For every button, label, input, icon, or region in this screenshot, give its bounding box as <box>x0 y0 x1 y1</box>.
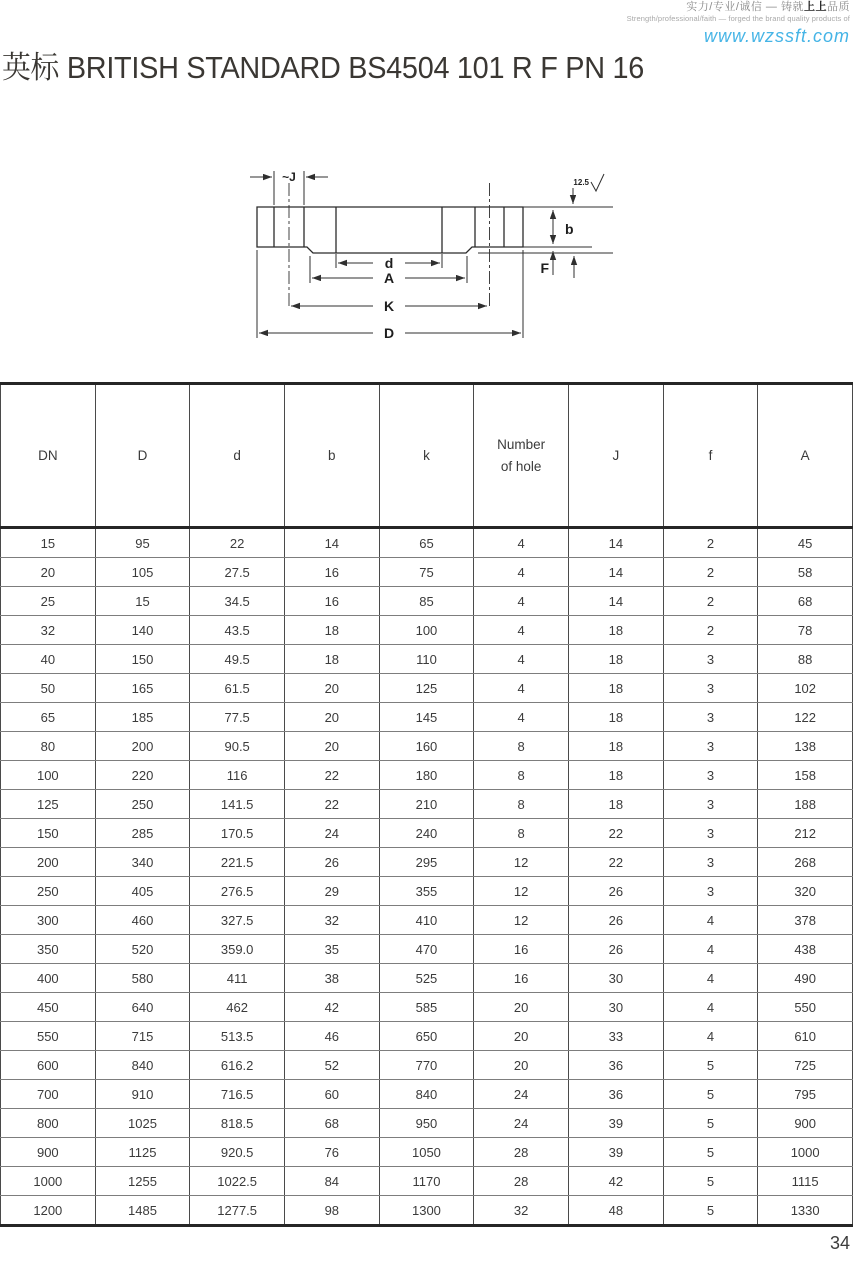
cell: 355 <box>379 877 474 906</box>
column-header: f <box>663 384 758 528</box>
cell: 52 <box>284 1051 379 1080</box>
cell: 220 <box>95 761 190 790</box>
cell: 550 <box>1 1022 96 1051</box>
dim-label-d: d <box>384 255 394 271</box>
cell: 240 <box>379 819 474 848</box>
cell: 170.5 <box>190 819 285 848</box>
cell: 3 <box>663 790 758 819</box>
cell: 840 <box>379 1080 474 1109</box>
cell: 24 <box>474 1080 569 1109</box>
dim-label-a: A <box>383 270 395 286</box>
cell: 5 <box>663 1138 758 1167</box>
table-row <box>1 1080 853 1109</box>
cell: 4 <box>663 935 758 964</box>
cell: 32 <box>284 906 379 935</box>
cell: 39 <box>569 1109 664 1138</box>
cell: 26 <box>569 877 664 906</box>
cell: 210 <box>379 790 474 819</box>
cell: 3 <box>663 761 758 790</box>
cell: 1025 <box>95 1109 190 1138</box>
cell: 88 <box>758 645 853 674</box>
cell: 4 <box>663 1022 758 1051</box>
table-row <box>1 558 853 587</box>
cell: 12 <box>474 877 569 906</box>
flange-drawing <box>0 150 640 360</box>
cell: 77.5 <box>190 703 285 732</box>
table-row <box>1 877 853 906</box>
cell: 18 <box>569 732 664 761</box>
table-row <box>1 848 853 877</box>
cell: 188 <box>758 790 853 819</box>
page-number: 34 <box>829 1233 850 1253</box>
table-row <box>1 1196 853 1226</box>
cell: 1200 <box>1 1196 96 1226</box>
cell: 470 <box>379 935 474 964</box>
cell: 16 <box>474 935 569 964</box>
table-header-row <box>1 384 853 528</box>
cell: 8 <box>474 732 569 761</box>
table-row <box>1 732 853 761</box>
cell: 4 <box>474 703 569 732</box>
column-header: d <box>190 384 285 528</box>
cell: 28 <box>474 1138 569 1167</box>
cell: 276.5 <box>190 877 285 906</box>
cell: 1277.5 <box>190 1196 285 1226</box>
cell: 12 <box>474 848 569 877</box>
cell: 27.5 <box>190 558 285 587</box>
roughness-value: 12.5 <box>573 178 589 187</box>
cell: 795 <box>758 1080 853 1109</box>
cell: 3 <box>663 819 758 848</box>
cell: 26 <box>284 848 379 877</box>
cell: 4 <box>474 645 569 674</box>
cell: 95 <box>95 528 190 558</box>
cell: 26 <box>569 935 664 964</box>
cell: 20 <box>284 674 379 703</box>
cell: 3 <box>663 877 758 906</box>
cell: 15 <box>95 587 190 616</box>
cell: 20 <box>284 703 379 732</box>
cell: 600 <box>1 1051 96 1080</box>
cell: 145 <box>379 703 474 732</box>
cell: 520 <box>95 935 190 964</box>
cell: 221.5 <box>190 848 285 877</box>
website-url: www.wzssft.com <box>703 26 850 47</box>
cell: 250 <box>95 790 190 819</box>
dimension-table <box>0 382 853 1227</box>
cell: 85 <box>379 587 474 616</box>
cell: 4 <box>474 616 569 645</box>
table-row <box>1 993 853 1022</box>
cell: 3 <box>663 674 758 703</box>
cell: 410 <box>379 906 474 935</box>
cell: 26 <box>569 906 664 935</box>
roughness-check-icon <box>591 174 604 191</box>
cell: 1000 <box>1 1167 96 1196</box>
cell: 14 <box>284 528 379 558</box>
cell: 8 <box>474 790 569 819</box>
cell: 490 <box>758 964 853 993</box>
cell: 12 <box>474 906 569 935</box>
cell: 125 <box>379 674 474 703</box>
extension-lines <box>257 171 613 338</box>
cell: 1000 <box>758 1138 853 1167</box>
cell: 3 <box>663 703 758 732</box>
dim-label-big-d: D <box>383 325 395 341</box>
cell: 900 <box>758 1109 853 1138</box>
table-row <box>1 1109 853 1138</box>
column-header: DN <box>1 384 96 528</box>
cell: 158 <box>758 761 853 790</box>
table-row <box>1 587 853 616</box>
cell: 14 <box>569 528 664 558</box>
cell: 14 <box>569 587 664 616</box>
cell: 42 <box>569 1167 664 1196</box>
column-header: D <box>95 384 190 528</box>
cell: 5 <box>663 1051 758 1080</box>
cell: 1050 <box>379 1138 474 1167</box>
cell: 1115 <box>758 1167 853 1196</box>
table-row <box>1 1022 853 1051</box>
cell: 20 <box>474 1051 569 1080</box>
column-header: J <box>569 384 664 528</box>
cell: 18 <box>569 616 664 645</box>
cell: 3 <box>663 732 758 761</box>
cell: 116 <box>190 761 285 790</box>
cell: 580 <box>95 964 190 993</box>
cell: 18 <box>569 703 664 732</box>
cell: 60 <box>284 1080 379 1109</box>
cell: 36 <box>569 1051 664 1080</box>
flange-body-outline <box>257 207 523 253</box>
table-row <box>1 935 853 964</box>
cell: 33 <box>569 1022 664 1051</box>
cell: 22 <box>190 528 285 558</box>
cell: 920.5 <box>190 1138 285 1167</box>
cell: 4 <box>663 906 758 935</box>
cell: 300 <box>1 906 96 935</box>
cell: 405 <box>95 877 190 906</box>
column-header: k <box>379 384 474 528</box>
cell: 250 <box>1 877 96 906</box>
dim-label-j: ~J <box>282 170 296 184</box>
table-row <box>1 1138 853 1167</box>
cell: 24 <box>474 1109 569 1138</box>
cell: 43.5 <box>190 616 285 645</box>
cell: 16 <box>284 587 379 616</box>
cell: 716.5 <box>190 1080 285 1109</box>
cell: 28 <box>474 1167 569 1196</box>
cell: 48 <box>569 1196 664 1226</box>
cell: 327.5 <box>190 906 285 935</box>
cell: 4 <box>663 993 758 1022</box>
slogan-cn-suffix: 品质 <box>827 1 850 13</box>
cell: 22 <box>569 819 664 848</box>
slogan-cn-prefix: 实力/专业/诚信 — 铸就 <box>686 1 804 13</box>
cell: 525 <box>379 964 474 993</box>
cell: 340 <box>95 848 190 877</box>
dim-label-f: F <box>540 260 549 276</box>
cell: 900 <box>1 1138 96 1167</box>
cell: 268 <box>758 848 853 877</box>
cell: 141.5 <box>190 790 285 819</box>
cell: 1125 <box>95 1138 190 1167</box>
cell: 40 <box>1 645 96 674</box>
cell: 84 <box>284 1167 379 1196</box>
table-body <box>1 528 853 1226</box>
cell: 65 <box>379 528 474 558</box>
cell: 200 <box>95 732 190 761</box>
cell: 1255 <box>95 1167 190 1196</box>
cell: 24 <box>284 819 379 848</box>
cell: 90.5 <box>190 732 285 761</box>
cell: 75 <box>379 558 474 587</box>
cell: 800 <box>1 1109 96 1138</box>
cell: 400 <box>1 964 96 993</box>
cell: 30 <box>569 993 664 1022</box>
cell: 22 <box>284 790 379 819</box>
cell: 68 <box>284 1109 379 1138</box>
cell: 20 <box>474 993 569 1022</box>
cell: 20 <box>284 732 379 761</box>
cell: 15 <box>1 528 96 558</box>
table-row <box>1 1051 853 1080</box>
cell: 18 <box>569 674 664 703</box>
cell: 5 <box>663 1080 758 1109</box>
cell: 42 <box>284 993 379 1022</box>
cell: 78 <box>758 616 853 645</box>
cell: 5 <box>663 1109 758 1138</box>
cell: 5 <box>663 1167 758 1196</box>
cell: 20 <box>474 1022 569 1051</box>
cell: 320 <box>758 877 853 906</box>
cell: 32 <box>1 616 96 645</box>
cell: 460 <box>95 906 190 935</box>
cell: 16 <box>474 964 569 993</box>
cell: 700 <box>1 1080 96 1109</box>
cell: 29 <box>284 877 379 906</box>
cell: 2 <box>663 558 758 587</box>
cell: 140 <box>95 616 190 645</box>
table-row <box>1 645 853 674</box>
slogan-cn-bold: 上上 <box>804 1 827 13</box>
table-row <box>1 528 853 558</box>
cell: 122 <box>758 703 853 732</box>
dim-label-k: K <box>383 298 395 314</box>
cell: 50 <box>1 674 96 703</box>
table-row <box>1 674 853 703</box>
cell: 350 <box>1 935 96 964</box>
cell: 100 <box>379 616 474 645</box>
cell: 1170 <box>379 1167 474 1196</box>
cell: 180 <box>379 761 474 790</box>
cell: 1330 <box>758 1196 853 1226</box>
cell: 30 <box>569 964 664 993</box>
cell: 150 <box>1 819 96 848</box>
cell: 16 <box>284 558 379 587</box>
cell: 36 <box>569 1080 664 1109</box>
cell: 3 <box>663 848 758 877</box>
cell: 4 <box>474 587 569 616</box>
cell: 185 <box>95 703 190 732</box>
cell: 49.5 <box>190 645 285 674</box>
cell: 138 <box>758 732 853 761</box>
cell: 725 <box>758 1051 853 1080</box>
cell: 18 <box>284 616 379 645</box>
table-row <box>1 616 853 645</box>
cell: 65 <box>1 703 96 732</box>
cell: 150 <box>95 645 190 674</box>
cell: 105 <box>95 558 190 587</box>
cell: 32 <box>474 1196 569 1226</box>
cell: 550 <box>758 993 853 1022</box>
cell: 359.0 <box>190 935 285 964</box>
cell: 818.5 <box>190 1109 285 1138</box>
cell: 4 <box>474 674 569 703</box>
cell: 45 <box>758 528 853 558</box>
dim-label-b: b <box>565 221 574 237</box>
cell: 4 <box>474 558 569 587</box>
cell: 39 <box>569 1138 664 1167</box>
cell: 35 <box>284 935 379 964</box>
cell: 438 <box>758 935 853 964</box>
cell: 8 <box>474 819 569 848</box>
table-row <box>1 790 853 819</box>
cell: 378 <box>758 906 853 935</box>
cell: 616.2 <box>190 1051 285 1080</box>
cell: 462 <box>190 993 285 1022</box>
cell: 165 <box>95 674 190 703</box>
cell: 18 <box>569 761 664 790</box>
cell: 640 <box>95 993 190 1022</box>
column-header: Number of hole <box>474 384 569 528</box>
cell: 100 <box>1 761 96 790</box>
cell: 1300 <box>379 1196 474 1226</box>
cell: 1022.5 <box>190 1167 285 1196</box>
cell: 38 <box>284 964 379 993</box>
column-header: A <box>758 384 853 528</box>
table-row <box>1 964 853 993</box>
cell: 18 <box>569 790 664 819</box>
page-title: 英标 BRITISH STANDARD BS4504 101 R F PN 16 <box>2 50 645 85</box>
cell: 18 <box>284 645 379 674</box>
cell: 910 <box>95 1080 190 1109</box>
cell: 2 <box>663 528 758 558</box>
cell: 295 <box>379 848 474 877</box>
column-header: b <box>284 384 379 528</box>
brand-slogan-cn <box>627 1 850 14</box>
table-row <box>1 906 853 935</box>
cell: 2 <box>663 587 758 616</box>
cell: 4 <box>474 528 569 558</box>
brand-slogan-en: Strength/professional/faith — forged the brand quality products of <box>626 13 850 23</box>
cell: 610 <box>758 1022 853 1051</box>
cell: 450 <box>1 993 96 1022</box>
dimension-arrows <box>250 177 574 333</box>
cell: 8 <box>474 761 569 790</box>
cell: 110 <box>379 645 474 674</box>
cell: 160 <box>379 732 474 761</box>
cell: 840 <box>95 1051 190 1080</box>
cell: 46 <box>284 1022 379 1051</box>
cell: 2 <box>663 616 758 645</box>
cell: 68 <box>758 587 853 616</box>
table-row <box>1 703 853 732</box>
cell: 4 <box>663 964 758 993</box>
cell: 80 <box>1 732 96 761</box>
brand-header <box>627 1 850 47</box>
cell: 5 <box>663 1196 758 1226</box>
cell: 212 <box>758 819 853 848</box>
table-row <box>1 761 853 790</box>
cell: 770 <box>379 1051 474 1080</box>
cell: 18 <box>569 645 664 674</box>
cell: 20 <box>1 558 96 587</box>
cell: 22 <box>569 848 664 877</box>
table-row <box>1 819 853 848</box>
cell: 98 <box>284 1196 379 1226</box>
cell: 3 <box>663 645 758 674</box>
cell: 513.5 <box>190 1022 285 1051</box>
cell: 61.5 <box>190 674 285 703</box>
cell: 715 <box>95 1022 190 1051</box>
cell: 200 <box>1 848 96 877</box>
cell: 285 <box>95 819 190 848</box>
cell: 125 <box>1 790 96 819</box>
cell: 585 <box>379 993 474 1022</box>
cell: 76 <box>284 1138 379 1167</box>
cell: 650 <box>379 1022 474 1051</box>
cell: 14 <box>569 558 664 587</box>
cell: 34.5 <box>190 587 285 616</box>
bolt-centerlines <box>289 183 490 308</box>
cell: 1485 <box>95 1196 190 1226</box>
cell: 22 <box>284 761 379 790</box>
cell: 950 <box>379 1109 474 1138</box>
cell: 411 <box>190 964 285 993</box>
cell: 58 <box>758 558 853 587</box>
table-row <box>1 1167 853 1196</box>
cell: 25 <box>1 587 96 616</box>
cell: 102 <box>758 674 853 703</box>
